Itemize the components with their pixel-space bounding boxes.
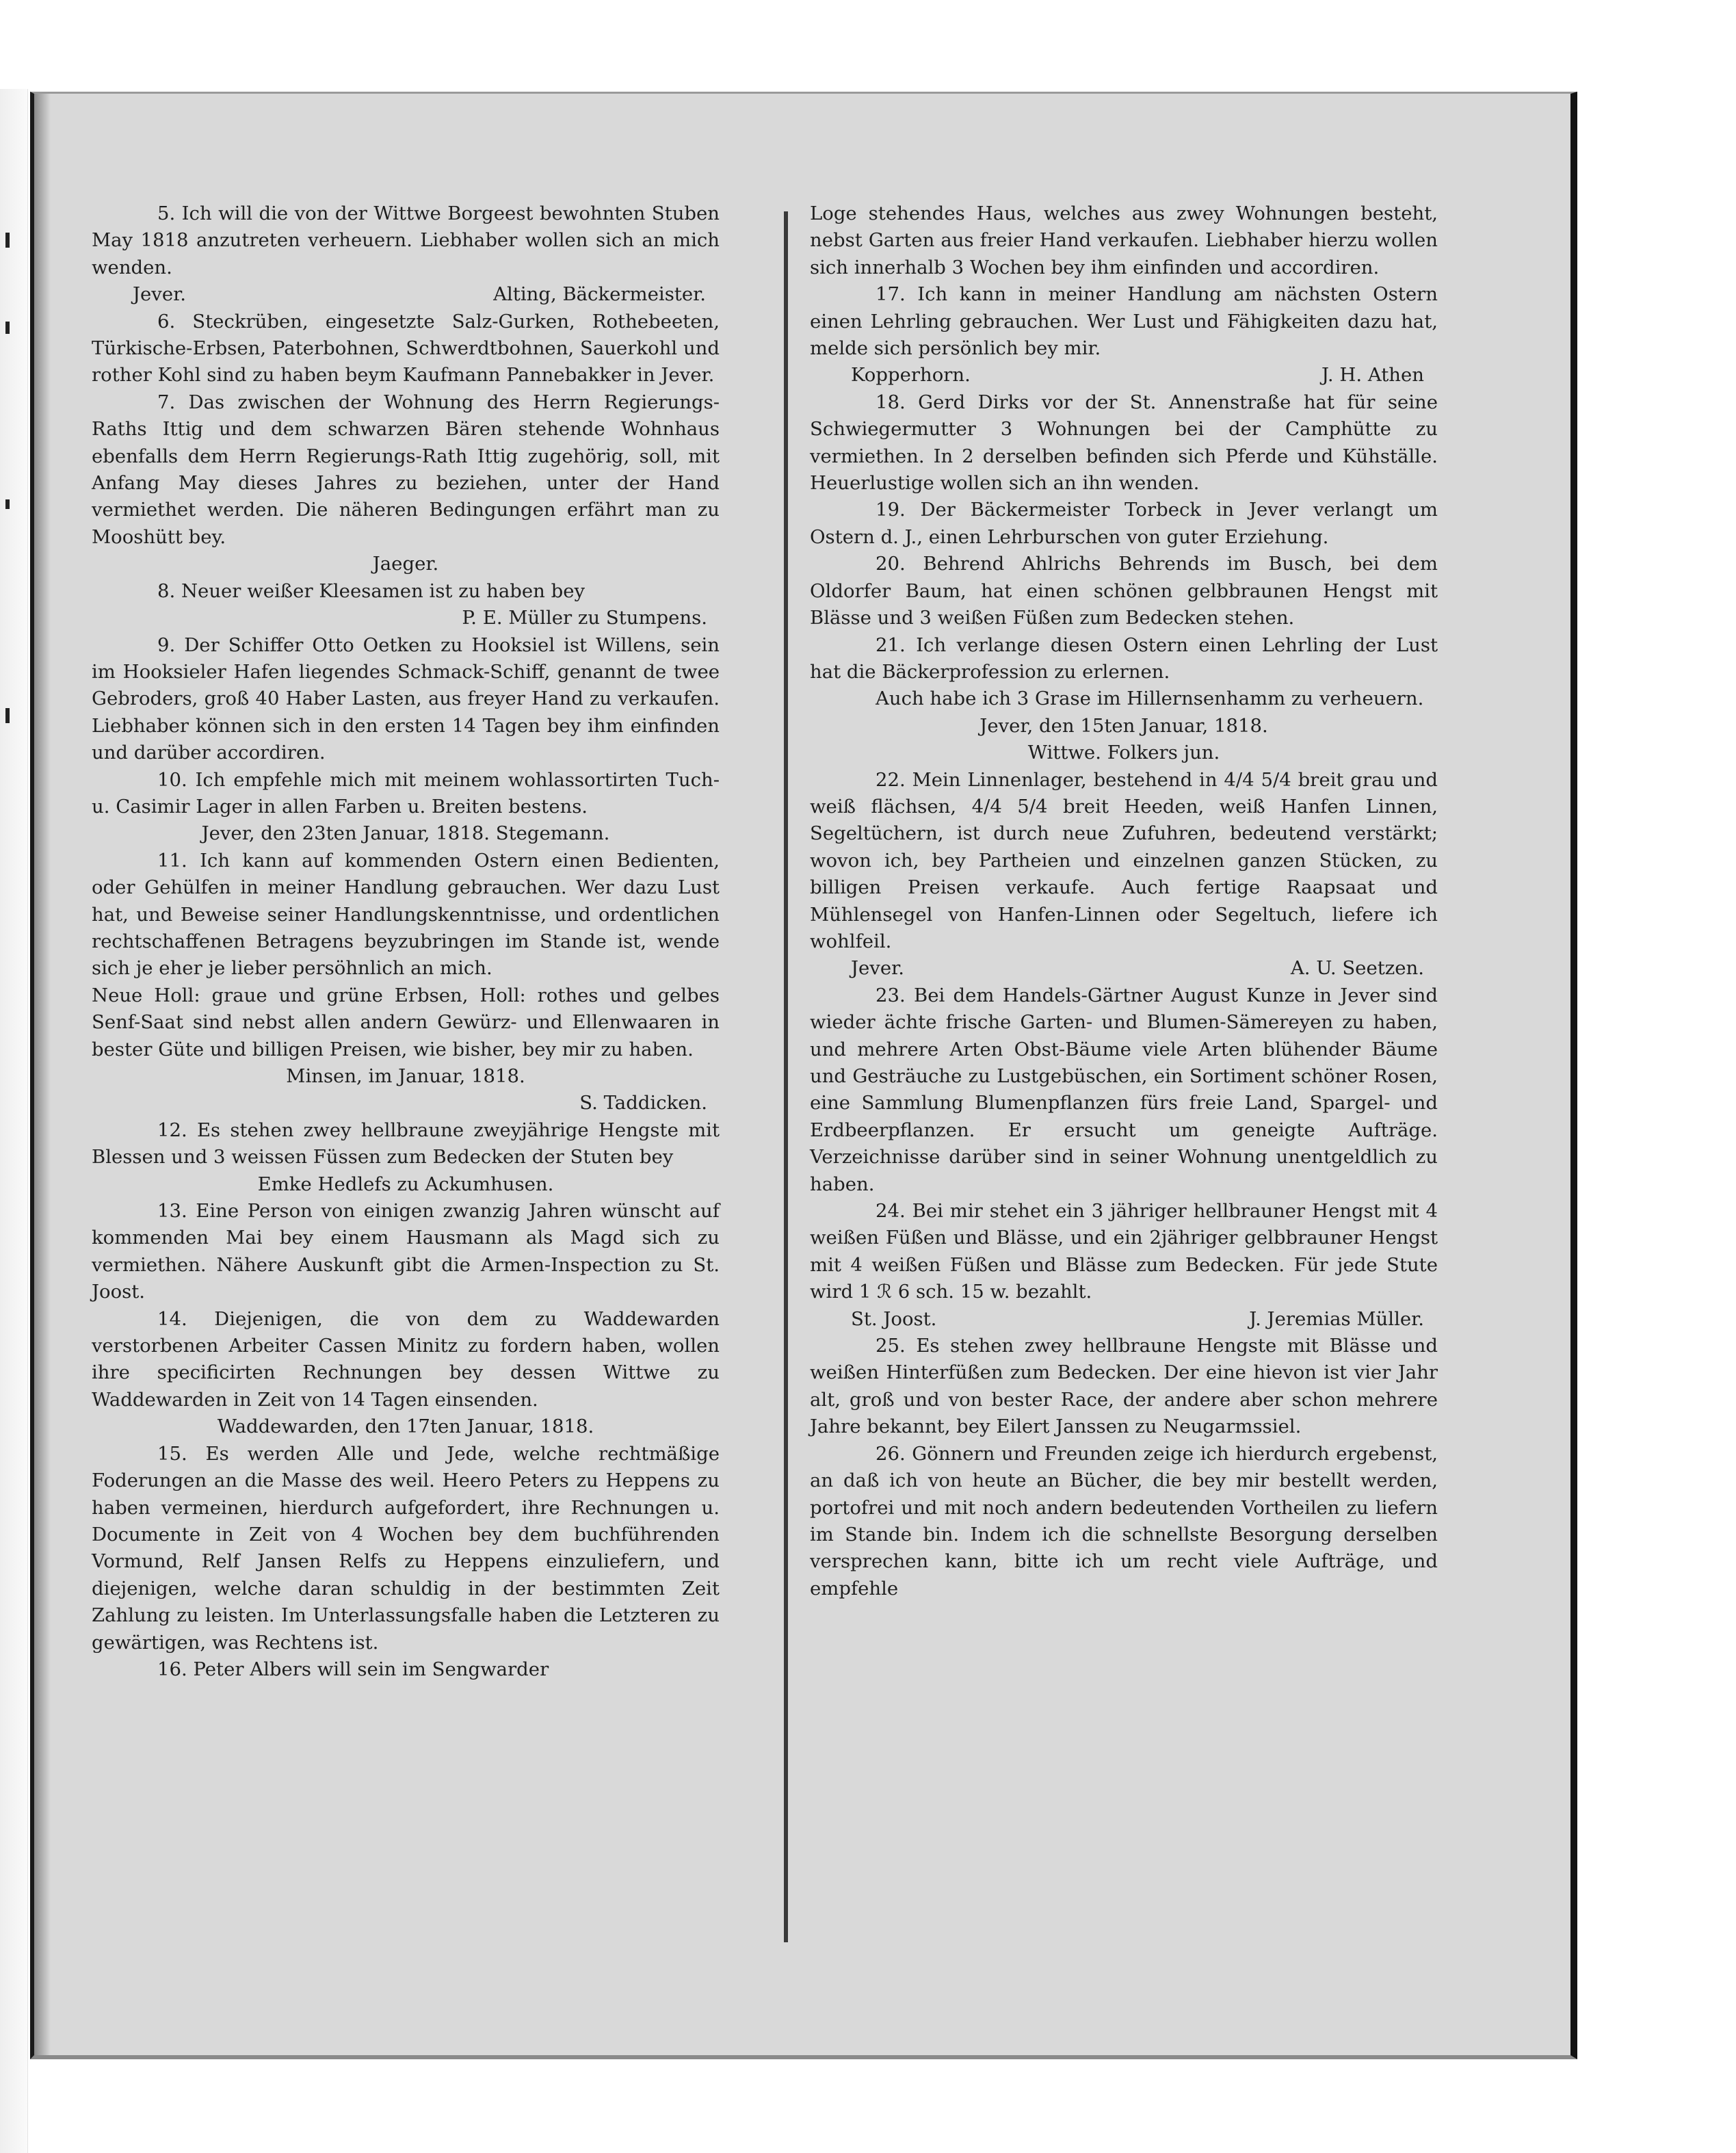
notice-17-name: J. H. Athen xyxy=(1321,364,1424,387)
notice-10-dateline: Jever, den 23ten Januar, 1818. Stegemann. xyxy=(201,822,610,845)
notice-24-name: J. Jeremias Müller. xyxy=(1249,1307,1424,1330)
notice-5-name: Alting, Bäckermeister. xyxy=(493,283,706,306)
notice-8: 8. Neuer weißer Kleesamen ist zu haben bey xyxy=(157,579,586,602)
notice-21-dateline: Jever, den 15ten Januar, 1818. xyxy=(979,714,1268,737)
notice-17-signature xyxy=(810,362,1438,389)
notice-17: 17. Ich kann in meiner Handlung am nächsten Ostern einen Lehrling gebrauchen. Wer Lust und Fähigkeiten dazu hat, melde sich persönlich bey mir. xyxy=(810,283,1438,360)
notice-12: 12. Es stehen zwey hellbraune zweyjährige Hengste mit Blessen und 3 weissen Füssen zum Bedecken der Stuten bey xyxy=(92,1119,720,1169)
notice-26: 26. Gönnern und Freunden zeige ich hierdurch ergebenst, an daß ich von heute an Bücher, die bey mir bestellt werden, portofrei und mit noch andern bedeutenden Vortheilen zu liefern im Stande bin. Indem ich die schnellste Besorgung derselben versprechen kann, bitte ich um recht viele Aufträge, und empfehle xyxy=(810,1442,1438,1600)
right-column xyxy=(810,200,1438,1602)
notice-14-dateline: Waddewarden, den 17ten Januar, 1818. xyxy=(217,1415,594,1438)
notice-11-goods: Neue Holl: graue und grüne Erbsen, Holl: rothes und gelbes Senf-Saat sind nebst allen andern Gewürz- und Ellenwaaren in bester Güte und billigen Preisen, wie bisher, bey mir zu haben. xyxy=(92,984,720,1060)
notice-13: 13. Eine Person von einigen zwanzig Jahren wünscht auf kommenden Mai bey einem Hausmann als Magd sich zu vermiethen. Nähere Auskunft gibt die Armen-Inspection zu St. Joost. xyxy=(92,1200,720,1303)
notice-22-signature xyxy=(810,955,1438,982)
notice-12-name: Emke Hedlefs zu Ackumhusen. xyxy=(257,1173,554,1195)
notice-11-name: S. Taddicken. xyxy=(579,1092,707,1114)
notice-22: 22. Mein Linnenlager, bestehend in 4/4 5/4 breit grau und weiß flächsen, 4/4 5/4 breit Heeden, weiß Hanfen Linnen, Segeltüchern, ist durch neue Zufuhren, bedeutend verstärkt; wovon ich, bey Partheien und einzelnen ganzen Stücken, zu billigen Preisen verkaufe. Auch fertige Raapsaat und Mühlensegel von Hanfen-Linnen oder Segeltuch, liefere ich wohlfeil. xyxy=(810,768,1438,952)
notice-16-continued: Loge stehendes Haus, welches aus zwey Wohnungen besteht, nebst Garten aus freier Hand verkaufen. Liebhaber hierzu wollen sich innerhalb 3 Wochen bey ihm einfinden und accordiren. xyxy=(810,203,1438,278)
notice-7: 7. Das zwischen der Wohnung des Herrn Regierungs-Raths Ittig und dem schwarzen Bären stehende Wohnhaus ebenfalls dem Herrn Regierungs-Rath Ittig zugehörig, soll, mit Anfang May dieses Jahres zu beziehen, unter der Hand vermiethet werden. Die näheren Bedingungen erfährt man zu Mooshütt bey. xyxy=(92,391,720,548)
left-column xyxy=(92,200,720,1683)
notice-9: 9. Der Schiffer Otto Oetken zu Hooksiel ist Willens, sein im Hooksieler Hafen liegendes Schmack-Schiff, genannt de twee Gebroders, groß 40 Haber Lasten, aus freyer Hand zu verkaufen. Liebhaber können sich in den ersten 14 Tagen bey ihm einfinden und darüber accordiren. xyxy=(92,634,720,764)
notice-5: 5. Ich will die von der Wittwe Borgeest bewohnten Stuben May 1818 anzutreten verheuern. Liebhaber wollen sich an mich wenden. xyxy=(92,203,720,278)
notice-11-dateline: Minsen, im Januar, 1818. xyxy=(286,1065,525,1087)
notice-23: 23. Bei dem Handels-Gärtner August Kunze in Jever sind wieder ächte frische Garten- und Blumen-Sämereyen zu haben, und mehrere Arten Obst-Bäume viele Arten blühender Bäume und Gesträuche zu Lustgebüschen, ein Sortiment schöner Rosen, eine Sammlung Blumenpflanzen fürs freie Land, Spargel- und Erdbeerpflanzen. Er ersucht um geneigte Aufträge. Verzeichnisse darüber sind in seiner Wohnung unentgeldlich zu haben. xyxy=(810,984,1438,1195)
notice-25: 25. Es stehen zwey hellbraune Hengste mit Blässe und weißen Hinterfüßen zum Bedecken. Der eine hievon ist vier Jahr alt, groß und von bester Race, der andere aber schon mehrere Jahre bekannt, bey Eilert Janssen zu Neugarmssiel. xyxy=(810,1335,1438,1438)
notice-14: 14. Diejenigen, die von dem zu Waddewarden verstorbenen Arbeiter Cassen Minitz zu fordern haben, wollen ihre specificirten Rechnungen bey dessen Wittwe zu Waddewarden in Zeit von 14 Tagen einsenden. xyxy=(92,1307,720,1411)
notice-6: 6. Steckrüben, eingesetzte Salz-Gurken, Rothebeeten, Türkische-Erbsen, Paterbohnen, Schwerdtbohnen, Sauerkohl und rother Kohl sind zu haben beym Kaufmann Pannebakker in Jever. xyxy=(92,310,720,387)
notice-11: 11. Ich kann auf kommenden Ostern einen Bedienten, oder Gehülfen in meiner Handlung gebrauchen. Wer dazu Lust hat, und Beweise seiner Handlungskenntnisse, und ordentlichen rechtschaffenen Betragens beyzubringen im Stande ist, wende sich je eher je lieber persöhnlich an mich. xyxy=(92,849,720,980)
notice-22-name: A. U. Seetzen. xyxy=(1290,957,1424,980)
notice-5-place: Jever. xyxy=(133,283,186,306)
newspaper-page xyxy=(30,92,1577,2059)
notice-24-signature xyxy=(810,1306,1438,1333)
notice-24: 24. Bei mir stehet ein 3 jähriger hellbrauner Hengst mit 4 weißen Füßen und Blässe, und ein 2jähriger gelbbrauner Hengst mit 4 weißen Füßen und Blässe zum Bedecken. Für jede Stute wird 1 ℛ 6 sch. 15 w. bezahlt. xyxy=(810,1200,1438,1303)
notice-5-signature xyxy=(92,281,720,308)
notice-22-place: Jever. xyxy=(851,957,904,980)
notice-19: 19. Der Bäckermeister Torbeck in Jever verlangt um Ostern d. J., einen Lehrburschen von guter Erziehung. xyxy=(810,499,1438,548)
notice-20: 20. Behrend Ahlrichs Behrends im Busch, bei dem Oldorfer Baum, hat einen schönen gelbbraunen Hengst mit Blässe und 3 weißen Füßen zum Bedecken stehen. xyxy=(810,553,1438,629)
notice-7-name: Jaeger. xyxy=(372,553,439,575)
notice-8-name: P. E. Müller zu Stumpens. xyxy=(462,607,707,629)
column-divider xyxy=(784,211,788,1942)
page-fold-shadow xyxy=(34,94,51,2055)
notice-16: 16. Peter Albers will sein im Sengwarder xyxy=(157,1658,549,1680)
notice-21-grass: Auch habe ich 3 Grase im Hillernsenhamm zu verheuern. xyxy=(876,688,1424,710)
notice-21: 21. Ich verlange diesen Ostern einen Lehrling der Lust hat die Bäckerprofession zu erlernen. xyxy=(810,634,1438,683)
notice-10: 10. Ich empfehle mich mit meinem wohlassortirten Tuch- u. Casimir Lager in allen Farben u. Breiten bestens. xyxy=(92,768,720,818)
notice-24-place: St. Joost. xyxy=(851,1307,937,1330)
notice-21-name: Wittwe. Folkers jun. xyxy=(1027,742,1220,764)
notice-18: 18. Gerd Dirks vor der St. Annenstraße hat für seine Schwiegermutter 3 Wohnungen bei der Camphütte zu vermiethen. In 2 derselben befinden sich Pferde und Kühställe. Heuerlustige wollen sich an ihn wenden. xyxy=(810,391,1438,495)
previous-page-edge xyxy=(0,89,28,2153)
notice-17-place: Kopperhorn. xyxy=(851,364,971,387)
notice-15: 15. Es werden Alle und Jede, welche rechtmäßige Foderungen an die Masse des weil. Heero Peters zu Heppens zu haben vermeinen, hierdurch aufgefordert, ihre Rechnungen u. Documente in Zeit von 4 Wochen bey dem buchführenden Vormund, Relf Jansen Relfs zu Heppens einzuliefern, und diejenigen, welche daran schuldig in der bestimmten Zeit Zahlung zu leisten. Im Unterlassungsfalle haben die Letzteren zu gewärtigen, was Rechtens ist. xyxy=(92,1442,720,1654)
